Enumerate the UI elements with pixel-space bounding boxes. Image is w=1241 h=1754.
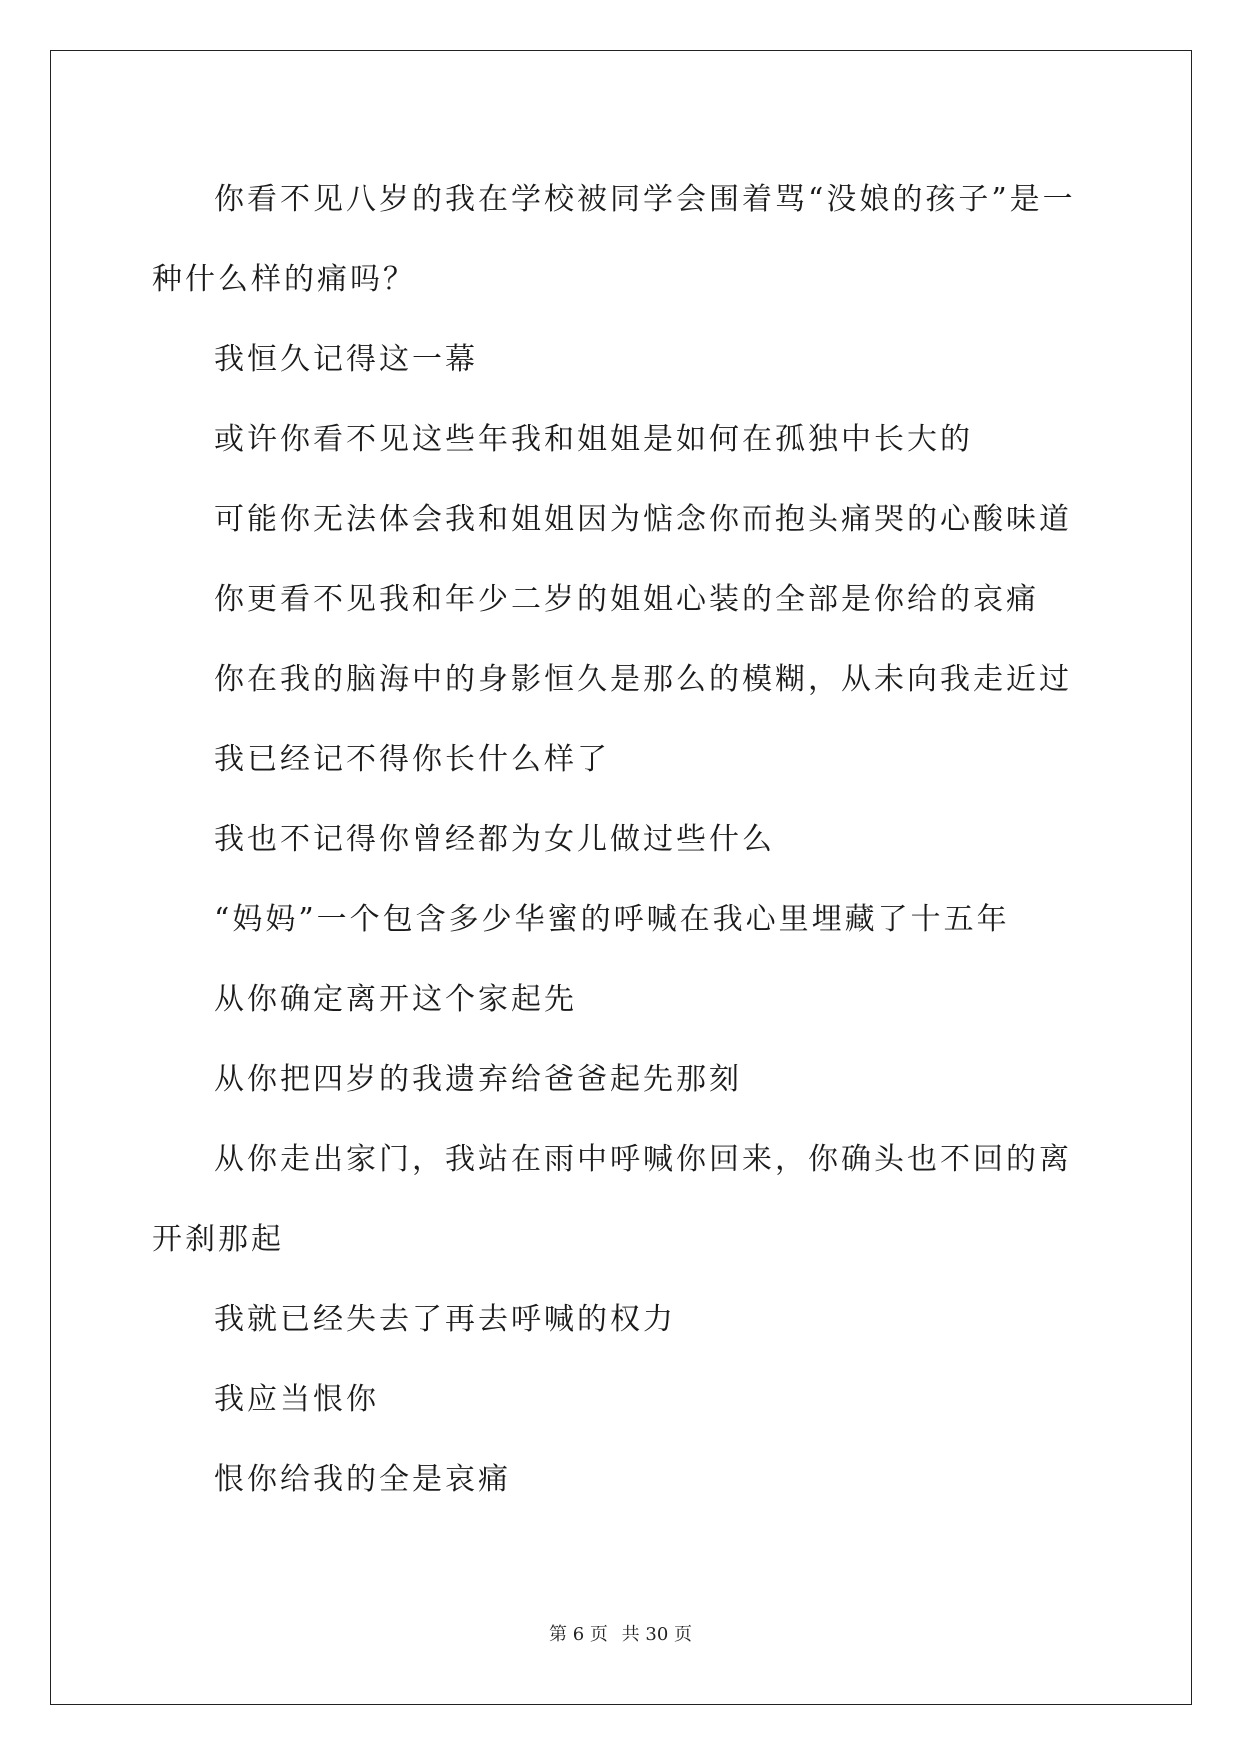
paragraph: 从你把四岁的我遗弃给爸爸起先那刻 [214,1062,742,1097]
paragraph: 从你走出家门，我站在雨中呼喊你回来，你确头也不回的离开刹那起 [152,1142,1072,1257]
document-body [152,160,1092,1520]
paragraph: 我恒久记得这一幕 [214,342,478,377]
paragraph: 你在我的脑海中的身影恒久是那么的模糊，从未向我走近过 [214,662,1072,697]
paragraph: 你更看不见我和年少二岁的姐姐心装的全部是你给的哀痛 [214,582,1039,617]
paragraph: 我就已经失去了再去呼喊的权力 [214,1302,676,1337]
paragraph: 或许你看不见这些年我和姐姐是如何在孤独中长大的 [214,422,973,457]
paragraph: 你看不见八岁的我在学校被同学会围着骂“没娘的孩子”是一种什么样的痛吗？ [152,182,1076,297]
page-footer [0,1620,1241,1646]
paragraph: “妈妈”一个包含多少华蜜的呼喊在我心里埋藏了十五年 [214,902,1010,937]
paragraph: 我应当恨你 [214,1382,379,1417]
paragraph: 我已经记不得你长什么样了 [214,742,610,777]
paragraph: 恨你给我的全是哀痛 [214,1462,511,1497]
page-number: 第 6 页 [549,1624,608,1645]
page-total: 共 30 页 [621,1624,692,1645]
paragraph: 可能你无法体会我和姐姐因为惦念你而抱头痛哭的心酸味道 [214,502,1072,537]
paragraph: 我也不记得你曾经都为女儿做过些什么 [214,822,775,857]
paragraph: 从你确定离开这个家起先 [214,982,577,1017]
